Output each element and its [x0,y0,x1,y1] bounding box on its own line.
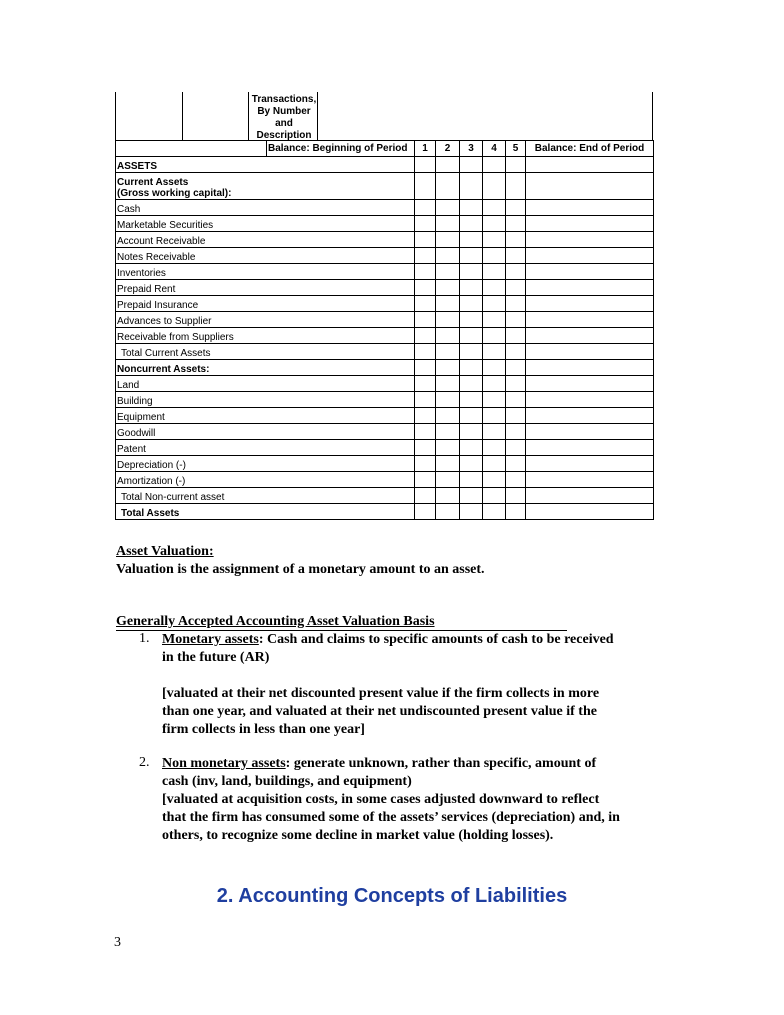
header-col-4: 4 [483,141,506,157]
begin-balance-cell [415,360,436,376]
header-col-1: 1 [415,141,436,157]
transaction-cell [506,280,526,296]
table-row [116,216,654,232]
begin-balance-cell [415,392,436,408]
transaction-cell [436,264,460,280]
begin-balance-cell [415,408,436,424]
transaction-cell [483,157,506,173]
row-label: Account Receivable [116,232,415,248]
table-row [116,296,654,312]
list-item-number-2: 2. [139,755,150,770]
table-row [116,280,654,296]
begin-balance-cell [415,328,436,344]
transaction-cell [436,216,460,232]
transaction-cell [526,360,654,376]
transaction-cell [460,328,483,344]
transaction-cell [483,232,506,248]
transaction-cell [506,376,526,392]
transaction-cell [526,296,654,312]
begin-balance-cell [415,456,436,472]
row-label: Cash [116,200,415,216]
non-monetary-assets-term: Non monetary assets [162,756,286,771]
table-row [116,424,654,440]
transaction-cell [483,248,506,264]
transaction-cell [526,408,654,424]
transaction-cell [460,264,483,280]
transaction-cell [460,488,483,504]
transaction-cell [436,173,460,200]
table-row [116,392,654,408]
transaction-cell [436,296,460,312]
transaction-cell [436,280,460,296]
begin-balance-cell [415,157,436,173]
begin-balance-cell [415,488,436,504]
transaction-cell [436,200,460,216]
table-row [116,488,654,504]
transaction-cell [483,440,506,456]
row-label: Total Current Assets [116,344,415,360]
transaction-cell [506,344,526,360]
transaction-cell [526,456,654,472]
row-label: Receivable from Suppliers [116,328,415,344]
monetary-assets-term: Monetary assets [162,632,259,647]
begin-balance-cell [415,173,436,200]
transaction-cell [436,344,460,360]
begin-balance-cell [415,424,436,440]
transaction-cell [506,456,526,472]
list-item-monetary: Monetary assets: Cash and claims to specific amounts of cash to be received in the future (AR) [valuated at their net discounted present value if the firm collects in more than one year, and valuated at their net undiscounted present value if the firm collects in less than one year] [162,632,614,737]
transaction-cell [506,440,526,456]
transaction-cell [460,360,483,376]
transaction-cell [506,424,526,440]
transaction-cell [460,472,483,488]
row-label: Goodwill [116,424,415,440]
transaction-cell [460,280,483,296]
transaction-cell [483,312,506,328]
begin-balance-cell [415,472,436,488]
transaction-cell [506,173,526,200]
transactions-header: Transactions, By Number and Description [251,94,317,141]
begin-balance-cell [415,296,436,312]
transaction-cell [460,440,483,456]
table-row [116,376,654,392]
list-item-number-1: 1. [139,631,150,646]
transaction-cell [460,376,483,392]
begin-balance-cell [415,200,436,216]
transaction-cell [483,408,506,424]
transaction-cell [436,488,460,504]
transaction-cell [436,472,460,488]
transaction-cell [483,200,506,216]
transaction-cell [460,312,483,328]
table-row [116,248,654,264]
header-end-period: Balance: End of Period [526,141,654,157]
transaction-cell [506,488,526,504]
transaction-cell [506,472,526,488]
transaction-cell [460,216,483,232]
header-col-3: 3 [460,141,483,157]
transaction-cell [460,173,483,200]
transaction-cell [526,504,654,520]
list-item-non-monetary: Non monetary assets: generate unknown, rather than specific, amount of cash (inv, land, buildings, and equipment) [valuated at acquisition costs, in some cases adjusted downward to reflect that the firm has consumed some of the assets’ services (depreciation) and, in others, to recognize some decline in market value (holding losses). [162,756,620,843]
transaction-cell [483,173,506,200]
transaction-cell [506,157,526,173]
table-row [116,504,654,520]
row-label: Current Assets (Gross working capital): [116,173,415,200]
header-col-5: 5 [506,141,526,157]
transaction-cell [483,376,506,392]
row-label: Prepaid Rent [116,280,415,296]
table-row [116,312,654,328]
transaction-cell [483,504,506,520]
transaction-cell [460,157,483,173]
transaction-cell [526,472,654,488]
table-right-border-top [652,92,653,140]
transaction-cell [436,328,460,344]
transaction-cell [436,232,460,248]
transaction-cell [460,200,483,216]
row-label: Land [116,376,415,392]
row-label: Advances to Supplier [116,312,415,328]
page-number: 3 [114,935,121,950]
transaction-cell [460,232,483,248]
table-row [116,157,654,173]
transaction-cell [506,312,526,328]
table-row [116,408,654,424]
table-row [116,264,654,280]
begin-balance-cell [415,344,436,360]
transaction-cell [436,440,460,456]
section-heading-liabilities: 2. Accounting Concepts of Liabilities [216,885,568,907]
header-col-2: 2 [436,141,460,157]
row-label: Prepaid Insurance [116,296,415,312]
asset-valuation-heading: Asset Valuation: [116,544,214,559]
transaction-cell [436,248,460,264]
transaction-cell [460,424,483,440]
transaction-cell [460,248,483,264]
transaction-cell [526,248,654,264]
transaction-cell [436,157,460,173]
transaction-cell [526,173,654,200]
transaction-cell [506,504,526,520]
transaction-cell [506,360,526,376]
begin-balance-cell [415,440,436,456]
begin-balance-cell [415,504,436,520]
asset-valuation-text: Valuation is the assignment of a monetary amount to an asset. [116,562,485,577]
transaction-cell [526,312,654,328]
header-begin-period: Balance: Beginning of Period [267,141,415,157]
row-label: Notes Receivable [116,248,415,264]
transaction-cell [483,392,506,408]
transaction-cell [460,456,483,472]
transaction-cell [436,312,460,328]
transaction-cell [436,504,460,520]
transaction-cell [526,280,654,296]
row-label: Total Non-current asset [116,488,415,504]
transaction-cell [436,408,460,424]
transaction-cell [506,408,526,424]
transaction-cell [506,200,526,216]
transaction-cell [506,248,526,264]
table-left-border-top [115,92,116,140]
table-row [116,360,654,376]
transaction-cell [526,424,654,440]
transaction-cell [526,488,654,504]
begin-balance-cell [415,264,436,280]
table-row [116,328,654,344]
begin-balance-cell [415,248,436,264]
gaap-heading: Generally Accepted Accounting Asset Valuation Basis [116,613,567,631]
table-row [116,173,654,200]
table-row [116,472,654,488]
transaction-cell [483,488,506,504]
transaction-cell [483,424,506,440]
transaction-cell [506,232,526,248]
row-label: Depreciation (-) [116,456,415,472]
transaction-cell [483,456,506,472]
transaction-cell [483,344,506,360]
transaction-cell [506,216,526,232]
transaction-cell [526,200,654,216]
transaction-cell [526,376,654,392]
table-row [116,456,654,472]
transaction-cell [436,424,460,440]
row-label: Patent [116,440,415,456]
transaction-cell [460,504,483,520]
transaction-cell [506,392,526,408]
balance-sheet-table [115,140,654,520]
begin-balance-cell [415,280,436,296]
transaction-cell [460,408,483,424]
table-row [116,440,654,456]
transaction-cell [483,216,506,232]
row-label: Noncurrent Assets: [116,360,415,376]
begin-balance-cell [415,232,436,248]
table-divider-top-1 [182,92,183,140]
transaction-cell [526,440,654,456]
transaction-cell [506,264,526,280]
transaction-cell [526,157,654,173]
transaction-cell [506,296,526,312]
transaction-cell [436,360,460,376]
row-label: Total Assets [116,504,415,520]
transaction-cell [483,360,506,376]
row-label: ASSETS [116,157,415,173]
table-header-row [116,141,654,157]
transaction-cell [506,328,526,344]
row-label: Amortization (-) [116,472,415,488]
transaction-cell [436,392,460,408]
row-label: Building [116,392,415,408]
transaction-cell [526,328,654,344]
transaction-cell [436,376,460,392]
transaction-cell [526,232,654,248]
begin-balance-cell [415,376,436,392]
transaction-cell [526,344,654,360]
row-label: Inventories [116,264,415,280]
transaction-cell [483,280,506,296]
transaction-cell [526,216,654,232]
transaction-cell [526,392,654,408]
transaction-cell [460,392,483,408]
begin-balance-cell [415,312,436,328]
transaction-cell [483,296,506,312]
transaction-cell [483,264,506,280]
header-blank-cell [116,141,267,157]
transaction-cell [460,296,483,312]
table-row [116,200,654,216]
begin-balance-cell [415,216,436,232]
transaction-cell [460,344,483,360]
table-row [116,344,654,360]
transaction-cell [483,328,506,344]
transaction-cell [483,472,506,488]
transaction-cell [436,456,460,472]
transaction-cell [526,264,654,280]
row-label: Marketable Securities [116,216,415,232]
row-label: Equipment [116,408,415,424]
table-row [116,232,654,248]
